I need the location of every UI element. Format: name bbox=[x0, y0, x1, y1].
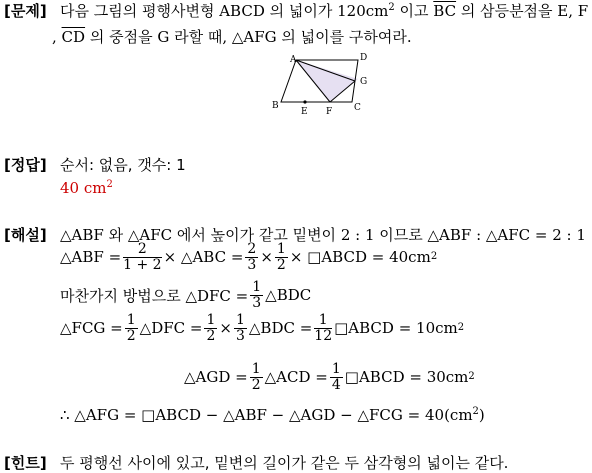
fraction-num: 1 bbox=[251, 360, 261, 377]
fraction-den: 2 bbox=[276, 256, 286, 273]
solution-l2-d: × □ABCD = 40cm bbox=[289, 248, 431, 266]
problem-line-2 bbox=[52, 26, 412, 47]
fraction-2-over-3 bbox=[245, 242, 258, 273]
label-c: C bbox=[354, 103, 361, 113]
fraction-den: 3 bbox=[235, 327, 245, 344]
label-d: D bbox=[360, 53, 368, 63]
fraction-num: 2 bbox=[123, 242, 161, 258]
fraction-1-over-2 bbox=[275, 242, 288, 273]
answer-meta: 순서: 없음, 갯수: 1 bbox=[60, 156, 186, 174]
answer-unit-sup: 2 bbox=[106, 179, 113, 190]
label-a: A bbox=[290, 55, 297, 65]
fraction-num: 1 bbox=[235, 311, 245, 328]
problem-text-2a: , bbox=[52, 28, 62, 46]
label-g: G bbox=[360, 77, 368, 87]
answer-value-line bbox=[60, 179, 113, 197]
segment-bc: $\overline{BC}$ bbox=[433, 2, 457, 20]
answer-label: [정답] bbox=[4, 156, 47, 174]
fraction-num: 1 bbox=[276, 240, 286, 257]
fraction-den: 12 bbox=[314, 327, 333, 344]
fraction-num: 2 bbox=[247, 240, 257, 257]
problem-text-1b: 이고 bbox=[394, 2, 434, 20]
fraction-den: 2 bbox=[206, 327, 216, 344]
solution-l6-end: ) bbox=[478, 406, 485, 424]
solution-line-3 bbox=[60, 278, 312, 311]
fraction-1-over-2 bbox=[250, 362, 263, 393]
label-b: B bbox=[272, 101, 279, 111]
hint-label: [힌트] bbox=[4, 454, 47, 472]
answer-unit: cm bbox=[83, 179, 107, 197]
parallelogram-figure bbox=[268, 50, 388, 120]
fraction-num: 1 bbox=[331, 360, 341, 377]
fraction-2-over-1p2 bbox=[123, 242, 161, 273]
solution-l3-a: 마찬가지 방법으로 △DFC = bbox=[60, 286, 249, 305]
fraction-num: 1 bbox=[126, 311, 136, 328]
triangle-afg-fill bbox=[296, 60, 358, 102]
problem-text-1c: 의 삼등분점을 E, F bbox=[456, 2, 589, 20]
solution-l4-c: × bbox=[219, 319, 232, 337]
problem-line-1 bbox=[60, 0, 588, 21]
label-f: F bbox=[326, 107, 333, 117]
fraction-den: 4 bbox=[331, 376, 341, 393]
fraction-num: 1 bbox=[252, 278, 262, 295]
problem-text-1a: 다음 그림의 평행사변형 ABCD 의 넓이가 120cm bbox=[60, 2, 389, 20]
solution-l4-d: △BDC = bbox=[248, 319, 313, 337]
fraction-1-over-2 bbox=[204, 313, 217, 344]
solution-l2-a: △ABF = bbox=[60, 248, 122, 266]
fraction-1-over-3 bbox=[234, 313, 247, 344]
solution-line-6 bbox=[60, 406, 485, 424]
fraction-1-over-4 bbox=[330, 362, 343, 393]
solution-line-5: △AGD = $\frac{1}{2}$ △ACD = $\frac{1}{4}$ □ABCD = 30cm 2 bbox=[184, 360, 475, 393]
solution-line-1: △ABF 와 △AFC 에서 높이가 같고 밑변이 2 : 1 이므로 △ABF : △AFC = 2 : 1 bbox=[60, 226, 586, 244]
solution-l3-b: △BDC bbox=[265, 286, 312, 304]
solution-l6: ∴ △AFG = □ABCD − △ABF − △AGD − △FCG = 40(cm bbox=[60, 406, 473, 424]
solution-l2-c: × bbox=[260, 248, 273, 266]
fraction-den: 3 bbox=[252, 294, 262, 311]
solution-l4-a: △FCG = bbox=[60, 319, 123, 337]
solution-l4-e: □ABCD = 10cm bbox=[334, 319, 458, 337]
fraction-num: 1 bbox=[206, 311, 216, 328]
solution-line-4: △FCG = $\frac{1}{2}$ △DFC = $\frac{1}{2}$ × $\frac{1}{3}$ △BDC = $\frac{1}{12}$ □ABCD = 10cm 2 bbox=[60, 311, 465, 344]
solution-l6-sup: 2 bbox=[472, 406, 479, 417]
solution-l2-b: × △ABC = bbox=[163, 248, 244, 266]
fraction-num: 1 bbox=[314, 313, 332, 329]
solution-l5-c: □ABCD = 30cm bbox=[344, 368, 469, 386]
problem-sup: 2 bbox=[388, 2, 395, 13]
problem-text-2b: 의 중점을 G 라할 때, △AFG 의 넓이를 구하여라. bbox=[85, 28, 412, 46]
solution-line-2: △ABF = $\frac{2}{1 + 2}$ × △ABC = $\frac{2}{3}$ × $\frac{1}{2}$ × □ABCD = 40cm 2 bbox=[60, 240, 438, 273]
fraction-1-over-3 bbox=[250, 280, 263, 311]
solution-l5-b: △ACD = bbox=[264, 368, 328, 386]
segment-cd: $\overline{CD}$ bbox=[61, 28, 86, 46]
problem-label: [문제] bbox=[4, 2, 47, 20]
label-e: E bbox=[301, 107, 308, 117]
fraction-den: 1 + 2 bbox=[123, 256, 162, 273]
fraction-den: 2 bbox=[251, 376, 261, 393]
solution-label: [해설] bbox=[4, 226, 47, 244]
solution-l5-a: △AGD = bbox=[184, 368, 248, 386]
fraction-den: 2 bbox=[126, 327, 136, 344]
solution-l4-b: △DFC = bbox=[139, 319, 203, 337]
point-e bbox=[303, 100, 306, 103]
answer-value: 40 bbox=[60, 179, 84, 197]
fraction-1-over-12 bbox=[314, 313, 332, 344]
hint-text: 두 평행선 사이에 있고, 밑변의 길이가 같은 두 삼각형의 넓이는 같다. bbox=[60, 454, 509, 472]
fraction-1-over-2 bbox=[125, 313, 138, 344]
fraction-den: 3 bbox=[247, 256, 257, 273]
